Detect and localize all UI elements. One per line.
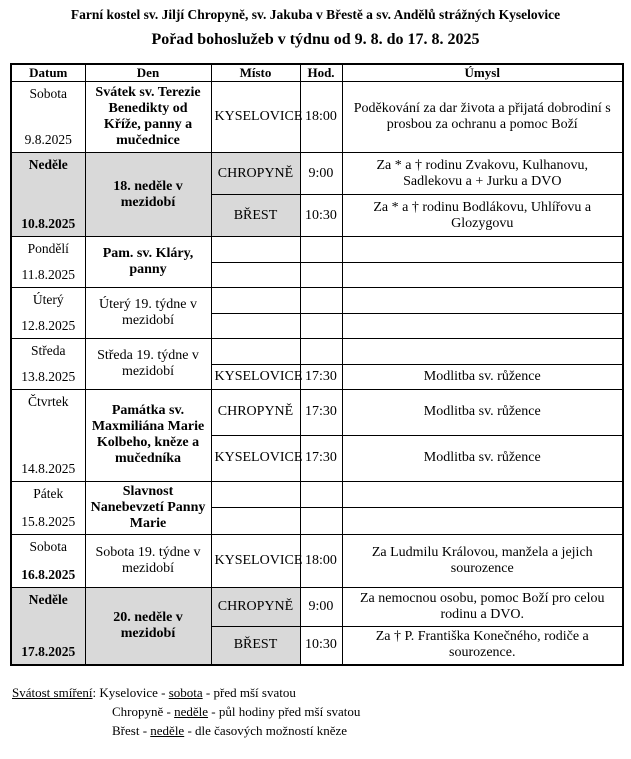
- place-cell: [211, 313, 300, 339]
- day-name: Sobota: [29, 86, 67, 101]
- confession-label: Svátost smíření: [12, 685, 93, 700]
- date-cell: [11, 153, 85, 237]
- intention-cell: Modlitba sv. růžence: [342, 435, 623, 481]
- table-row: [11, 534, 623, 587]
- liturgical-day: Pam. sv. Kláry, panny: [85, 237, 211, 288]
- col-header-hod: Hod.: [300, 64, 342, 82]
- day-date: 13.8.2025: [21, 369, 76, 385]
- liturgical-day: Středa 19. týdne v mezidobí: [85, 339, 211, 390]
- date-cell: [11, 587, 85, 665]
- confession-day: sobota: [168, 685, 203, 700]
- day-date: 15.8.2025: [21, 513, 76, 529]
- date-cell: [11, 288, 85, 339]
- liturgical-day: Slavnost Nanebevzetí Panny Marie: [85, 481, 211, 534]
- intention-cell: [342, 339, 623, 365]
- date-cell: [11, 82, 85, 153]
- liturgical-day: 20. neděle v mezidobí: [85, 587, 211, 665]
- day-name: Sobota: [29, 538, 67, 554]
- day-name: Úterý: [32, 292, 64, 308]
- place-cell: BŘEST: [211, 195, 300, 237]
- place-cell: [211, 288, 300, 314]
- liturgical-day: 18. neděle v mezidobí: [85, 153, 211, 237]
- time-cell: 10:30: [300, 626, 342, 665]
- time-cell: [300, 262, 342, 288]
- table-row: [11, 288, 623, 314]
- date-cell: [11, 390, 85, 482]
- place-cell: CHROPYNĚ: [211, 587, 300, 626]
- intention-cell: Za Ludmilu Královou, manžela a jejich sourozence: [342, 534, 623, 587]
- confession-rest: - půl hodiny před mší svatou: [208, 704, 361, 719]
- time-cell: [300, 313, 342, 339]
- place-cell: KYSELOVICE: [211, 364, 300, 390]
- day-date: 11.8.2025: [21, 267, 75, 283]
- place-cell: [211, 339, 300, 365]
- intention-cell: Za nemocnou osobu, pomoc Boží pro celou rodinu a DVO.: [342, 587, 623, 626]
- confession-day: neděle: [174, 704, 209, 719]
- place-cell: KYSELOVICE: [211, 534, 300, 587]
- time-cell: 9:00: [300, 587, 342, 626]
- liturgical-day: Svátek sv. Terezie Benedikty od Kříže, panny a mučednice: [85, 82, 211, 153]
- place-cell: [211, 262, 300, 288]
- table-row: [11, 587, 623, 626]
- time-cell: [300, 237, 342, 263]
- intention-cell: Poděkování za dar života a přijatá dobrodiní s prosbou za ochranu a pomoc Boží: [342, 82, 623, 153]
- day-name: Pondělí: [27, 241, 69, 257]
- confession-line: [12, 721, 360, 740]
- col-header-datum: Datum: [11, 64, 85, 82]
- time-cell: [300, 288, 342, 314]
- time-cell: 18:00: [300, 534, 342, 587]
- date-cell: [11, 237, 85, 288]
- table-row: [11, 481, 623, 508]
- time-cell: 17:30: [300, 435, 342, 481]
- intention-cell: Za * a † rodinu Zvakovu, Kulhanovu, Sadlekovu a + Jurku a DVO: [342, 153, 623, 195]
- place-cell: CHROPYNĚ: [211, 153, 300, 195]
- time-cell: 10:30: [300, 195, 342, 237]
- table-header-row: [11, 64, 623, 82]
- schedule-table: [10, 63, 624, 666]
- day-name: Čtvrtek: [28, 394, 69, 410]
- place-cell: [211, 237, 300, 263]
- intention-cell: Modlitba sv. růžence: [342, 390, 623, 436]
- place-cell: BŘEST: [211, 626, 300, 665]
- time-cell: 17:30: [300, 390, 342, 436]
- day-date: 9.8.2025: [24, 132, 72, 148]
- intention-cell: [342, 508, 623, 535]
- time-cell: [300, 508, 342, 535]
- day-date: 10.8.2025: [21, 216, 76, 232]
- day-name: Pátek: [33, 485, 64, 501]
- time-cell: [300, 339, 342, 365]
- confession-colon: :: [92, 685, 97, 700]
- intention-cell: [342, 481, 623, 508]
- liturgical-day: Úterý 19. týdne v mezidobí: [85, 288, 211, 339]
- intention-cell: [342, 288, 623, 314]
- time-cell: 17:30: [300, 364, 342, 390]
- day-date: 12.8.2025: [21, 318, 76, 334]
- place-cell: CHROPYNĚ: [211, 390, 300, 436]
- liturgical-day: Památka sv. Maxmiliána Marie Kolbeho, kněze a mučedníka: [85, 390, 211, 482]
- parish-title: Farní kostel sv. Jiljí Chropyně, sv. Jakuba v Břestě a sv. Andělů strážných Kyselovice: [70, 7, 561, 22]
- time-cell: 9:00: [300, 153, 342, 195]
- intention-cell: [342, 262, 623, 288]
- confession-place: Chropyně -: [112, 704, 175, 719]
- confession-rest: - před mší svatou: [202, 685, 296, 700]
- place-cell: [211, 508, 300, 535]
- day-date: 17.8.2025: [21, 644, 76, 659]
- day-name: Středa: [31, 343, 66, 359]
- confession-place: Břest -: [112, 723, 151, 738]
- date-cell: [11, 339, 85, 390]
- time-cell: 18:00: [300, 82, 342, 153]
- date-cell: [11, 481, 85, 534]
- table-row: [11, 390, 623, 436]
- col-header-den: Den: [85, 64, 211, 82]
- day-name: Neděle: [28, 591, 68, 607]
- day-date: 14.8.2025: [21, 460, 76, 476]
- day-name: Neděle: [28, 157, 68, 173]
- intention-cell: Za * a † rodinu Bodlákovu, Uhlířovu a Glozygovu: [342, 195, 623, 237]
- place-cell: KYSELOVICE: [211, 435, 300, 481]
- intention-cell: [342, 313, 623, 339]
- confession-rest: - dle časových možností kněze: [184, 723, 348, 738]
- liturgical-day: Sobota 19. týdne v mezidobí: [85, 534, 211, 587]
- date-cell: [11, 534, 85, 587]
- intention-cell: [342, 237, 623, 263]
- time-cell: [300, 481, 342, 508]
- schedule-title: Pořad bohoslužeb v týdnu od 9. 8. do 17. 8. 2025: [151, 31, 480, 48]
- table-row: [11, 339, 623, 365]
- col-header-umysl: Úmysl: [342, 64, 623, 82]
- confession-line: [12, 683, 360, 702]
- table-row: [11, 237, 623, 263]
- day-date: 16.8.2025: [21, 566, 76, 582]
- place-cell: [211, 481, 300, 508]
- intention-cell: Za † P. Františka Konečného, rodiče a sourozence.: [342, 626, 623, 665]
- confession-line: [12, 702, 360, 721]
- confession-place: Kyselovice -: [99, 685, 169, 700]
- table-row: [11, 153, 623, 195]
- col-header-misto: Místo: [211, 64, 300, 82]
- intention-cell: Modlitba sv. růžence: [342, 364, 623, 390]
- table-row: [11, 82, 623, 153]
- confession-info: [12, 683, 360, 740]
- confession-day: neděle: [150, 723, 185, 738]
- place-cell: KYSELOVICE: [211, 82, 300, 153]
